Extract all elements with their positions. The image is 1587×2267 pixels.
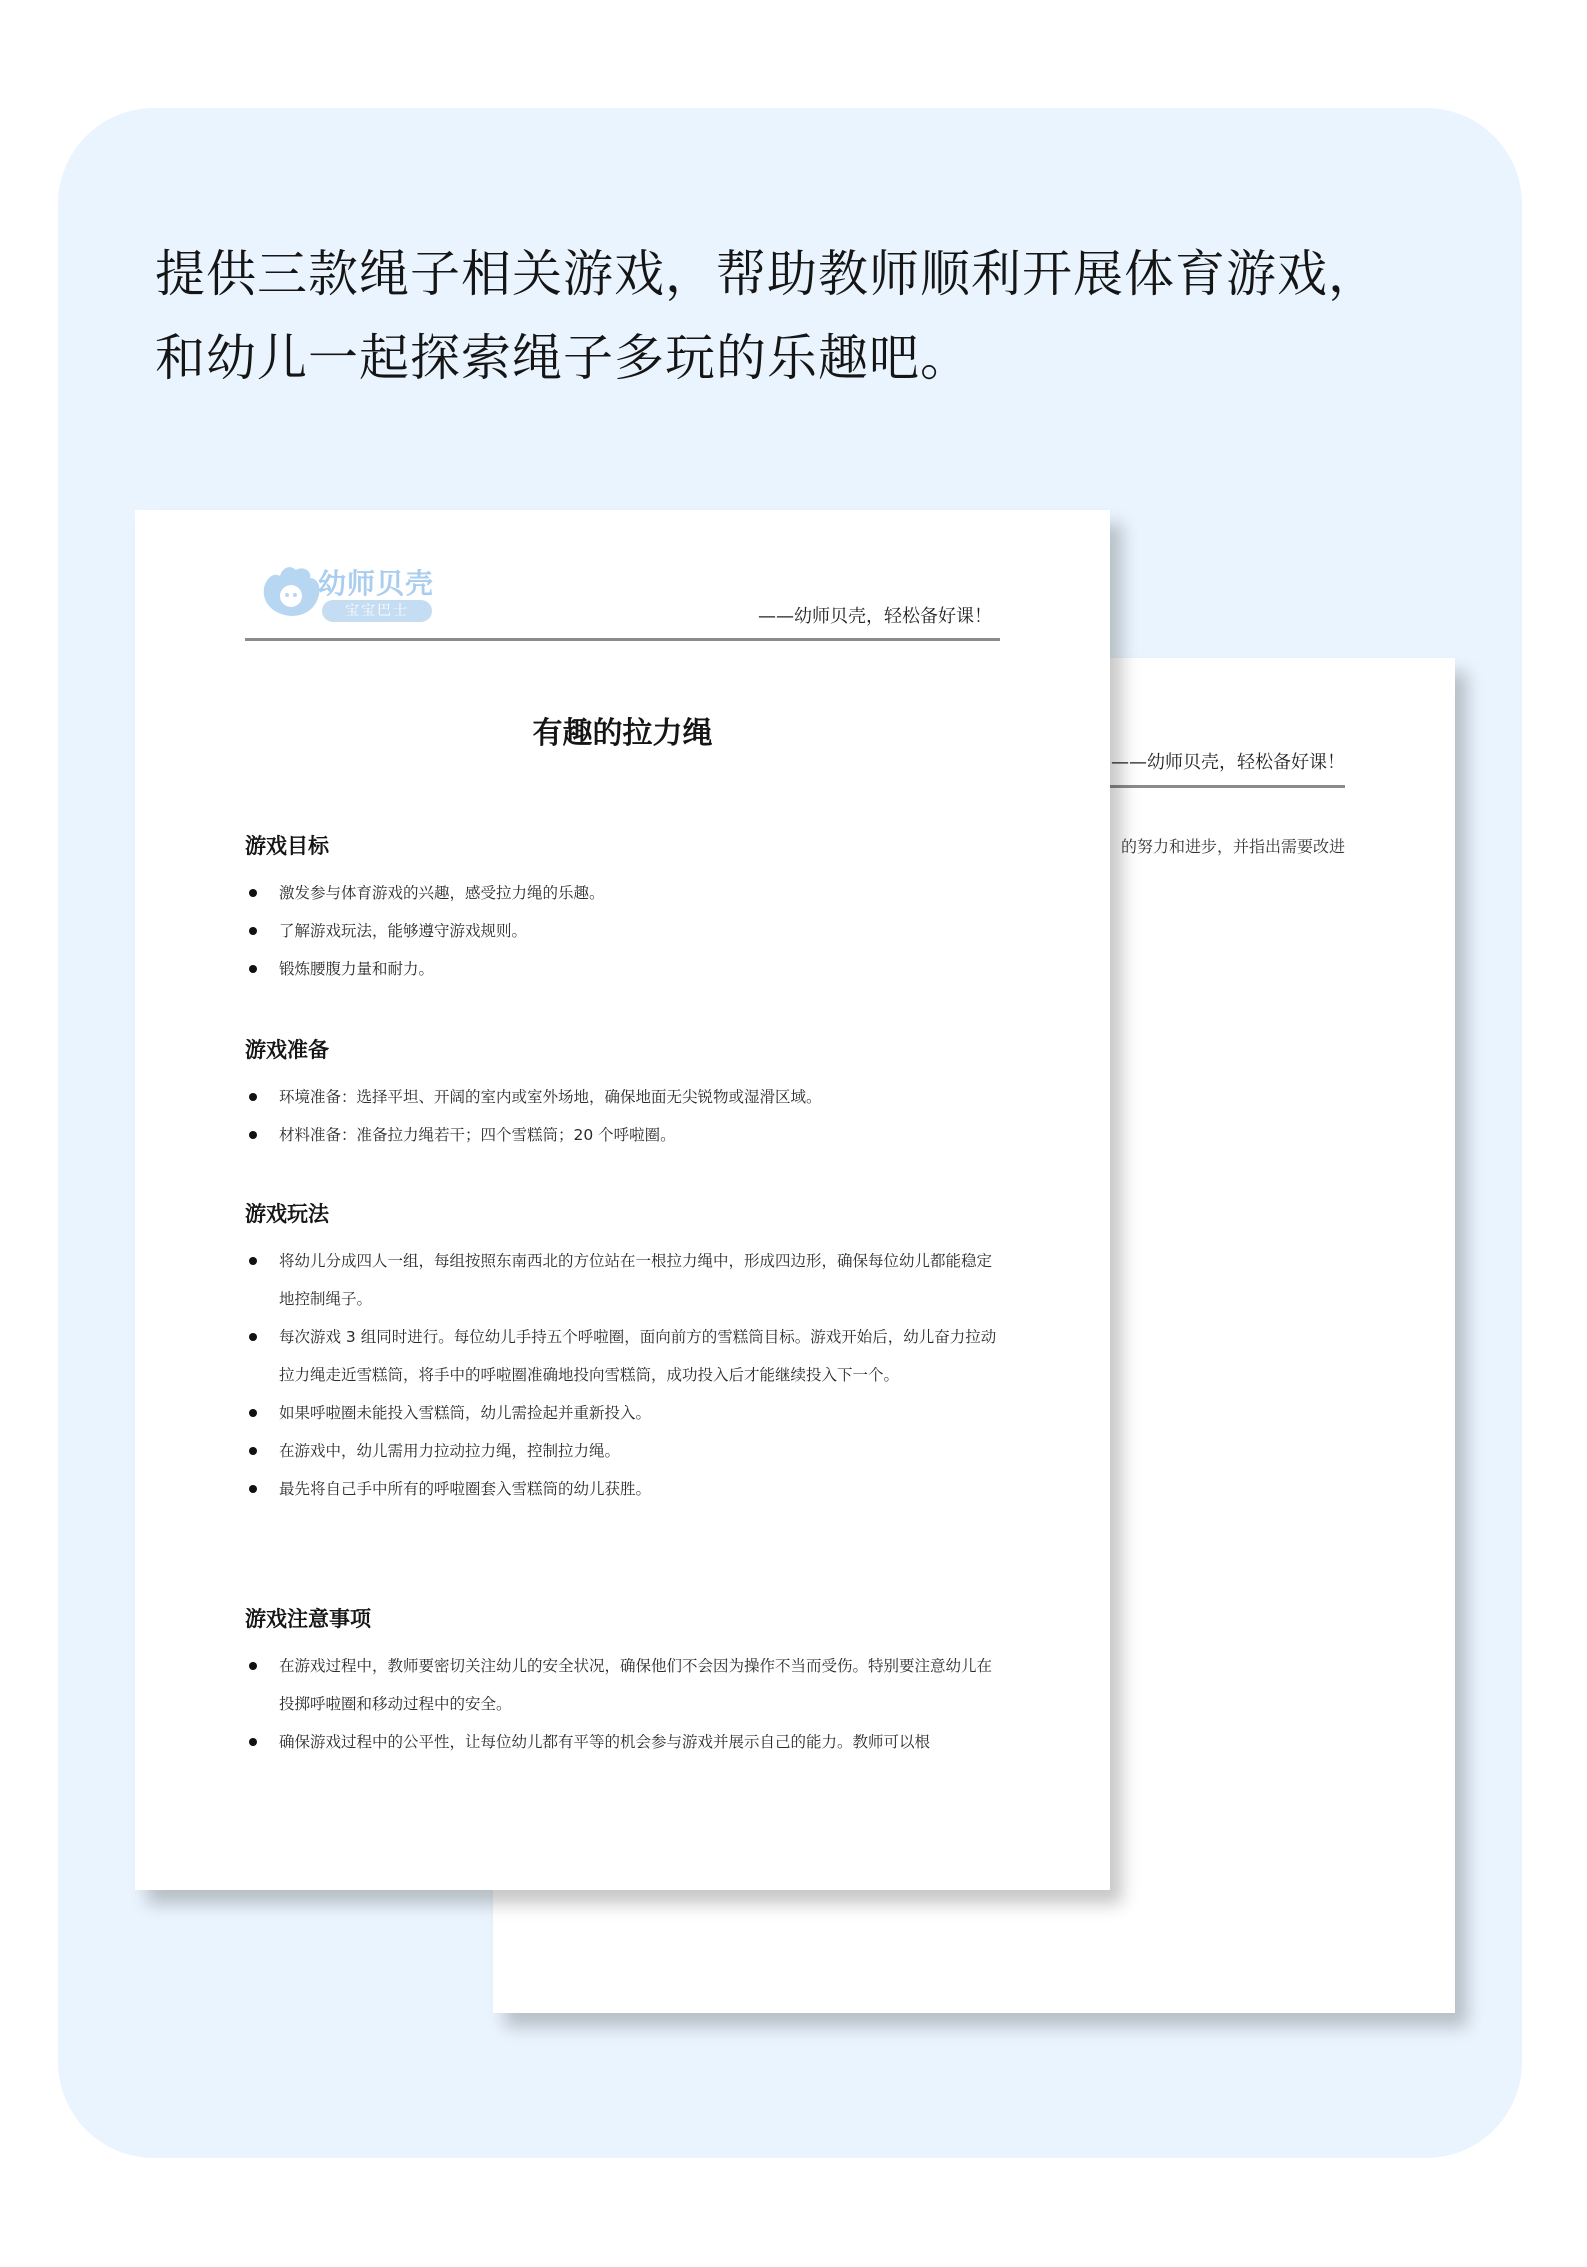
list-item: 锻炼腰腹力量和耐力。 [245,950,1005,988]
back-doc-slogan: ——幼师贝壳，轻松备好课！ [1111,752,1345,773]
intro-line-1: 提供三款绳子相关游戏，帮助教师顺利开展体育游戏， [155,245,1379,303]
list-item: 环境准备：选择平坦、开阔的室内或室外场地，确保地面无尖锐物或湿滑区域。 [245,1078,1005,1116]
brand-logo [260,562,440,622]
list-item: 在游戏过程中，教师要密切关注幼儿的安全状况，确保他们不会因为操作不当而受伤。特别要注意幼儿在投掷呼啦圈和移动过程中的安全。 [245,1647,1005,1723]
section-game-preparation [245,1034,1005,1154]
list-item: 如果呼啦圈未能投入雪糕筒，幼儿需捡起并重新投入。 [245,1394,1005,1432]
doc-header-rule [245,638,1000,641]
bullet-list [245,874,1005,988]
section-game-goals [245,830,1005,988]
logo-sub: 宝宝巴士 [322,600,432,622]
list-item: 材料准备：准备拉力绳若干；四个雪糕筒；20 个呼啦圈。 [245,1116,1005,1154]
list-item: 确保游戏过程中的公平性，让每位幼儿都有平等的机会参与游戏并展示自己的能力。教师可以根 [245,1723,1005,1761]
section-heading: 游戏目标 [245,834,329,858]
doc-slogan: ——幼师贝壳，轻松备好课！ [758,606,992,627]
section-heading: 游戏玩法 [245,1202,329,1226]
section-heading: 游戏注意事项 [245,1607,371,1631]
front-document-page [135,510,1110,1890]
list-item: 激发参与体育游戏的兴趣，感受拉力绳的乐趣。 [245,874,1005,912]
section-game-rules [245,1198,1005,1508]
list-item: 将幼儿分成四人一组，每组按照东南西北的方位站在一根拉力绳中，形成四边形，确保每位幼儿都能稳定地控制绳子。 [245,1242,1005,1318]
logo-name: 幼师贝壳 [318,567,435,600]
list-item: 在游戏中，幼儿需用力拉动拉力绳，控制拉力绳。 [245,1432,1005,1470]
list-item: 了解游戏玩法，能够遵守游戏规则。 [245,912,1005,950]
section-game-notes [245,1603,1005,1761]
bullet-list [245,1242,1005,1508]
list-item: 最先将自己手中所有的呼啦圈套入雪糕筒的幼儿获胜。 [245,1470,1005,1508]
doc-title: 有趣的拉力绳 [532,716,713,751]
section-heading: 游戏准备 [245,1038,329,1062]
intro-text [155,232,1455,400]
shell-icon [260,564,322,620]
list-item: 每次游戏 3 组同时进行。每位幼儿手持五个呼啦圈，面向前方的雪糕筒目标。游戏开始后，幼儿奋力拉动拉力绳走近雪糕筒，将手中的呼啦圈准确地投向雪糕筒，成功投入后才能继续投入下一个。 [245,1318,1005,1394]
bullet-list [245,1078,1005,1154]
bullet-list [245,1647,1005,1761]
back-doc-partial-text: 的努力和进步，并指出需要改进 [1120,837,1345,856]
intro-line-2: 和幼儿一起探索绳子多玩的乐趣吧。 [155,329,971,387]
